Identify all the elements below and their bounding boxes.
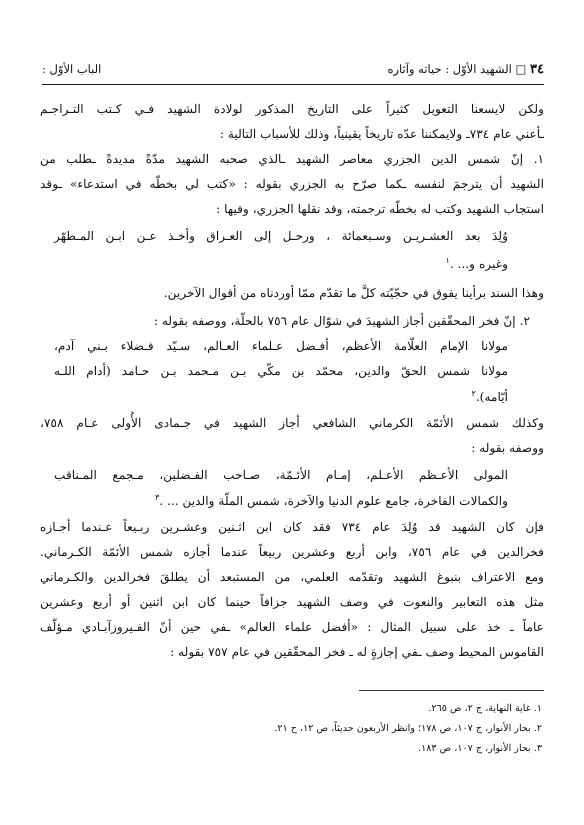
- text-line: ووصفه بقوله :: [471, 441, 544, 455]
- quote-line: مولانا الإمام العلّامة الأعظم، أفـضل عـلماء العـالم، سـيّد فـضلاء بـني آدم،: [54, 339, 508, 353]
- footnote-marker: ٣: [154, 493, 160, 502]
- chapter-label: الباب الأوّل :: [42, 62, 102, 76]
- text-line: عاماً ـ خذ على سبيل المثال : «أفضل علماء العالم» ـفي حين أنّ الفـيروزآبـادي مـؤلّف: [40, 620, 544, 634]
- quote-line: المولى الأعـظم الأعـلم، إمـام الأئـمّة، صـاحب الفـضلين، مـجمع المـناقب: [54, 468, 508, 482]
- footnote-marker: ٢: [471, 389, 476, 398]
- footnote: ٢. بحار الأنوار، ج ١٠٧، ص ١٧٨؛ وانظر الأربعون حديثاً، ص ١٢، ح ٢١.: [274, 723, 542, 734]
- text-line: ومع الاعتراف بنبوغ الشهيد وتقدّمه العلمي، من المستبعد أن يطلقَ فخرالدين والكـرماني: [40, 570, 544, 584]
- footnote-rule: [359, 690, 544, 691]
- footnote: ١. غاية النهاية، ج ٢، ص ٢٦٥.: [428, 703, 542, 714]
- header-title-group: [387, 62, 544, 77]
- running-title: الشهيد الأوّل : حياته وآثاره: [387, 62, 512, 76]
- quote-text: وغيره و... .: [449, 257, 508, 272]
- text-line: ١. إنّ شمس الدين الجزري معاصر الشهيد ـالذي صحبه الشهيد مدّةً مديدةً ـطلب من: [40, 152, 544, 166]
- quote-line-end: [472, 390, 508, 403]
- quote-line: مولانا شمس الحقّ والدين، محمّد بن مكّي بـن مـحمد بـن حـامد (أدام اللـه: [54, 364, 508, 378]
- text-line: ـأعني عام ٧٣٤ـ ولايمكننا عدّه تاريخاً يقينياً، وذلك للأسباب التالية :: [219, 127, 544, 141]
- text-line: فخرالدين في عام ٧٥٦، وابن أربع وعشرين ربيعاً عندما أجازه شمس الأئمّة الكـرماني.: [40, 545, 544, 559]
- text-line: فإن كان الشهيد قد وُلِدَ عام ٧٣٤ فقد كان ابن اثـنين وعشـرين ربـيعاً عـندما أجـازه: [40, 520, 544, 534]
- text-line: مثل هذه التعابير والنعوت في وصف الشهيد جزافاً حينما كان ابن اثنين أو أربع وعشرين: [40, 595, 544, 609]
- header-rule: [42, 84, 544, 85]
- text-line: استجاب الشهيد وكتب له بخطّه ترجمته، وقد نقلها الجزري، وفيها :: [216, 202, 544, 216]
- quote-line-end: [446, 257, 508, 270]
- square-ornament-icon: □: [515, 62, 527, 76]
- page-number: ٣٤: [530, 62, 544, 77]
- running-header: [42, 62, 544, 80]
- text-line: وهذا السند برأينا يفوق في حجّيّته كلَّ ما تقدّم ممّا أوردناه من أقوال الآخرين.: [163, 286, 544, 300]
- text-line: وكذلك شمس الأئمّة الكرماني الشافعي أجاز الشهيد في جـمادى الأُولى عـام ٧٥٨،: [40, 416, 544, 430]
- footnote-marker: ١: [445, 256, 450, 265]
- text-line: ٢. إنّ فخر المحقّقين أجاز الشهيدَ في شوّال عام ٧٥٦ بالحلّة، ووصفه بقوله :: [153, 314, 530, 328]
- quote-line: وُلِدَ بعد العشـريـن وسـبعمائة ، ورحـل إلى العـراق وأخـذ عـن ابـن المـطهّر: [54, 229, 508, 243]
- quote-text: والكمالات الفاخرة، جامع علوم الدنيا والآخرة، شمس الملّة والدين ... .: [159, 494, 508, 509]
- text-line: الشهيد أن يترجمَ لنفسه ـكما صرّح به الجزري بقوله : «كتب لي بخطّه في استدعاء» ـوقد: [40, 177, 544, 191]
- quote-line-end: [155, 494, 508, 507]
- footnote: ٣. بحار الأنوار، ج ١٠٧، ص ١٨٣.: [418, 743, 542, 754]
- text-line: ولكن لايسعنا التعويل كثيراً على التاريخ المذكور لولادة الشهيد فـي كـتب التـراجـم: [40, 102, 544, 116]
- quote-text: أيّامه).: [475, 390, 508, 405]
- text-line: القاموس المحيط وصف ـفي إجازةٍ له ـ فخر المحقّقين في عام ٧٥٧ بقوله :: [170, 645, 544, 659]
